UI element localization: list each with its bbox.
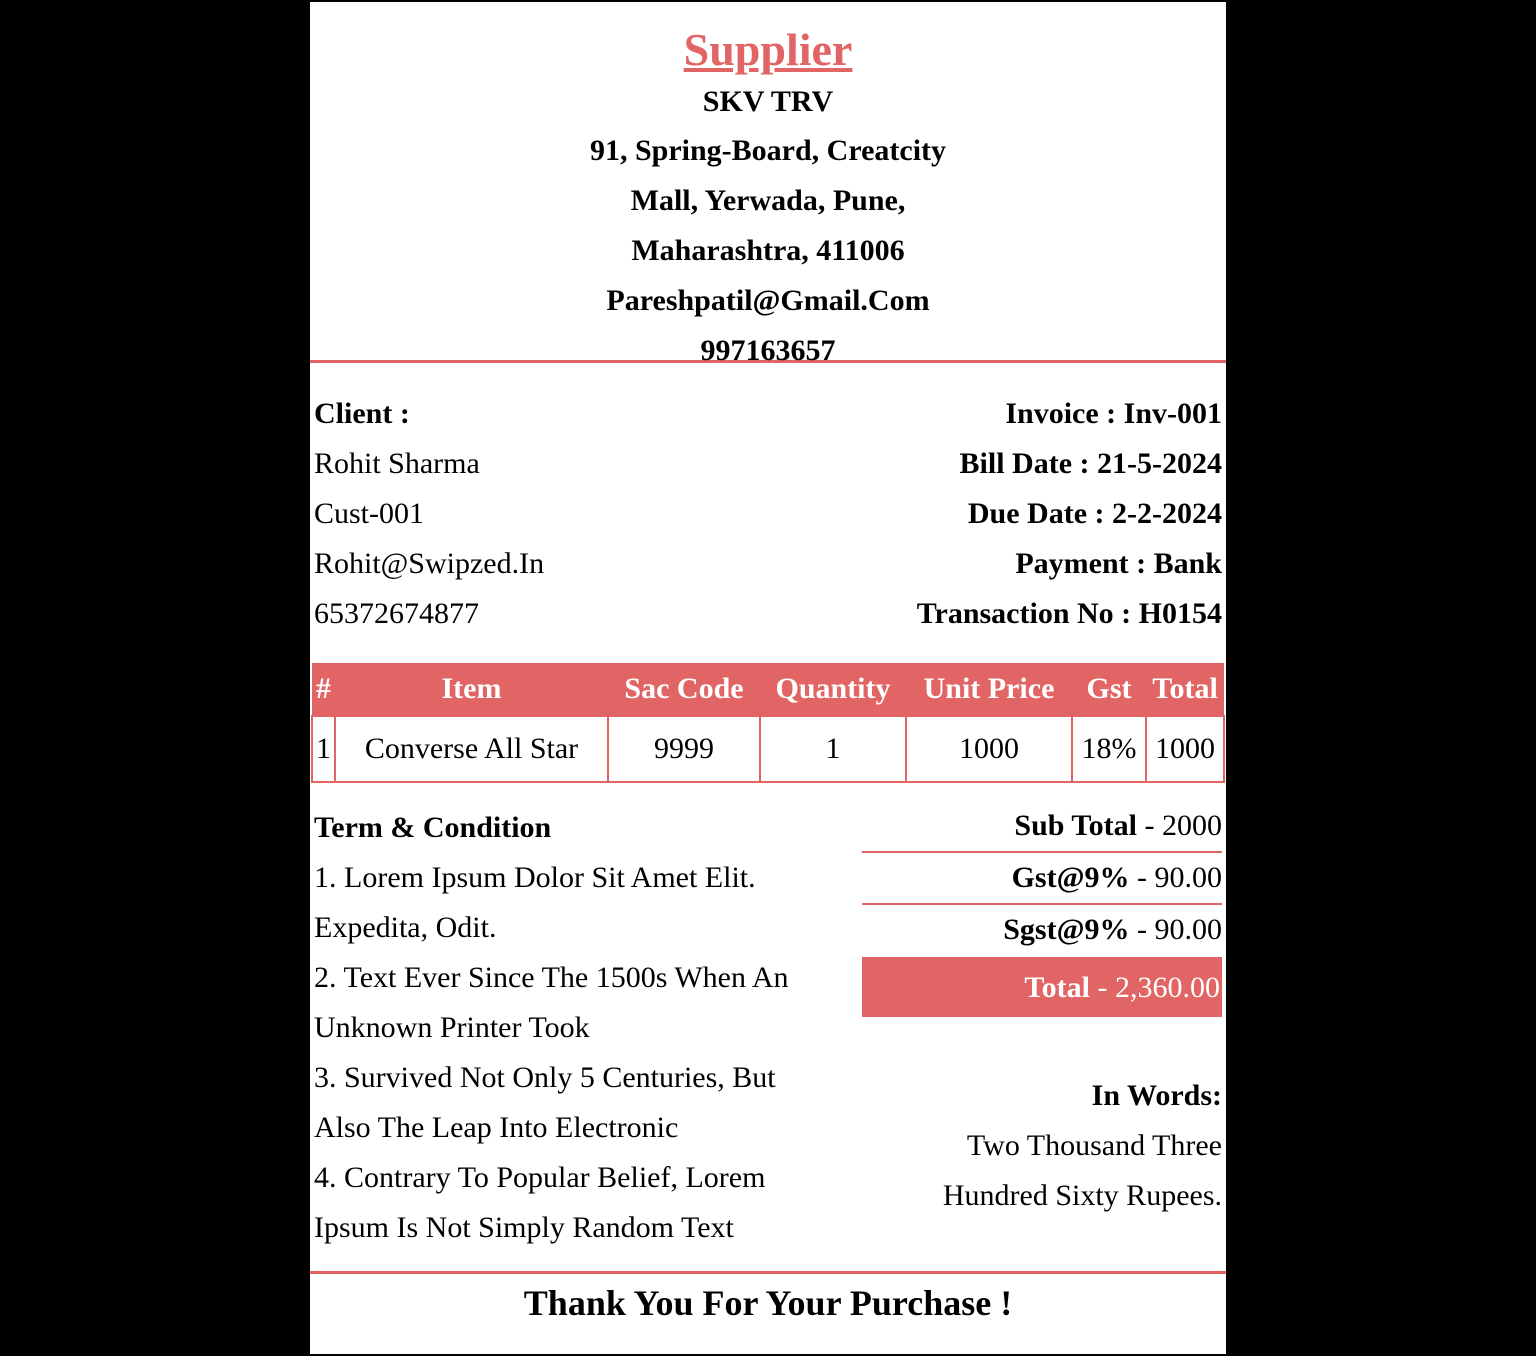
- invoice-number: Invoice : Inv-001: [1005, 397, 1222, 430]
- gst-row: [862, 855, 1222, 905]
- client-name: Rohit Sharma: [314, 447, 480, 480]
- supplier-address-line3: Maharashtra, 411006: [631, 234, 905, 267]
- header-number: #: [312, 663, 335, 716]
- table-header-row: [312, 663, 1224, 716]
- items-table: [311, 663, 1225, 783]
- supplier-email: Pareshpatil@Gmail.Com: [606, 284, 930, 317]
- thank-you-message: Thank You For Your Purchase !: [523, 1283, 1013, 1323]
- gst-value: - 90.00: [1129, 861, 1222, 894]
- terms-line: 3. Survived Not Only 5 Centuries, But: [314, 1061, 776, 1094]
- in-words-line1: Two Thousand Three: [966, 1129, 1222, 1162]
- client-email: Rohit@Swipzed.In: [314, 547, 545, 580]
- header-total: Total: [1146, 663, 1224, 716]
- subtotal-value: - 2000: [1137, 809, 1222, 842]
- client-invoice-info: [310, 363, 1226, 663]
- cell-gst: 18%: [1072, 716, 1146, 782]
- bill-date: Bill Date : 21-5-2024: [959, 447, 1222, 480]
- subtotal-row: [862, 803, 1222, 853]
- total-value: - 2,360.00: [1090, 971, 1220, 1004]
- table-row: [312, 716, 1224, 782]
- cell-quantity: 1: [760, 716, 906, 782]
- supplier-address-line1: 91, Spring-Board, Creatcity: [589, 134, 947, 167]
- terms-section: [314, 803, 834, 1271]
- terms-line: 2. Text Ever Since The 1500s When An: [314, 961, 789, 994]
- supplier-section: [310, 2, 1226, 367]
- sgst-label: Sgst@9%: [1003, 913, 1130, 946]
- gst-label: Gst@9%: [1011, 861, 1130, 894]
- client-id: Cust-001: [314, 497, 425, 530]
- supplier-address-line2: Mall, Yerwada, Pune,: [630, 184, 906, 217]
- terms-line: Ipsum Is Not Simply Random Text: [314, 1211, 734, 1244]
- cell-sac-code: 9999: [608, 716, 760, 782]
- header-item: Item: [335, 663, 608, 716]
- cell-unit-price: 1000: [906, 716, 1072, 782]
- transaction-number: Transaction No : H0154: [916, 597, 1222, 630]
- payment-method: Payment : Bank: [1015, 547, 1222, 580]
- due-date: Due Date : 2-2-2024: [967, 497, 1222, 530]
- header-unit-price: Unit Price: [906, 663, 1072, 716]
- bottom-section: [310, 783, 1226, 1271]
- client-details: [314, 389, 544, 663]
- terms-line: Expedita, Odit.: [314, 911, 497, 944]
- total-label: Total: [1024, 971, 1090, 1004]
- supplier-title: Supplier: [683, 24, 853, 75]
- terms-line: 4. Contrary To Popular Belief, Lorem: [314, 1161, 766, 1194]
- cell-item: Converse All Star: [335, 716, 608, 782]
- sgst-row: [862, 907, 1222, 955]
- terms-line: Also The Leap Into Electronic: [314, 1111, 679, 1144]
- invoice-details: [917, 389, 1222, 663]
- in-words-line2: Hundred Sixty Rupees.: [942, 1179, 1222, 1212]
- grand-total-box: [862, 957, 1222, 1017]
- terms-line: Unknown Printer Took: [314, 1011, 590, 1044]
- header-quantity: Quantity: [760, 663, 906, 716]
- invoice-sheet: [310, 2, 1226, 1354]
- client-label: Client :: [314, 397, 410, 430]
- subtotal-label: Sub Total: [1014, 809, 1137, 842]
- supplier-name: SKV TRV: [702, 85, 834, 118]
- supplier-phone: 997163657: [700, 334, 836, 367]
- terms-heading: Term & Condition: [314, 811, 552, 844]
- in-words-label: In Words:: [1091, 1079, 1222, 1112]
- summary-section: [862, 803, 1222, 1271]
- cell-number: 1: [312, 716, 335, 782]
- terms-line: 1. Lorem Ipsum Dolor Sit Amet Elit.: [314, 861, 756, 894]
- header-gst: Gst: [1072, 663, 1146, 716]
- cell-total: 1000: [1146, 716, 1224, 782]
- sgst-value: - 90.00: [1129, 913, 1222, 946]
- header-sac-code: Sac Code: [608, 663, 760, 716]
- client-phone: 65372674877: [314, 597, 479, 630]
